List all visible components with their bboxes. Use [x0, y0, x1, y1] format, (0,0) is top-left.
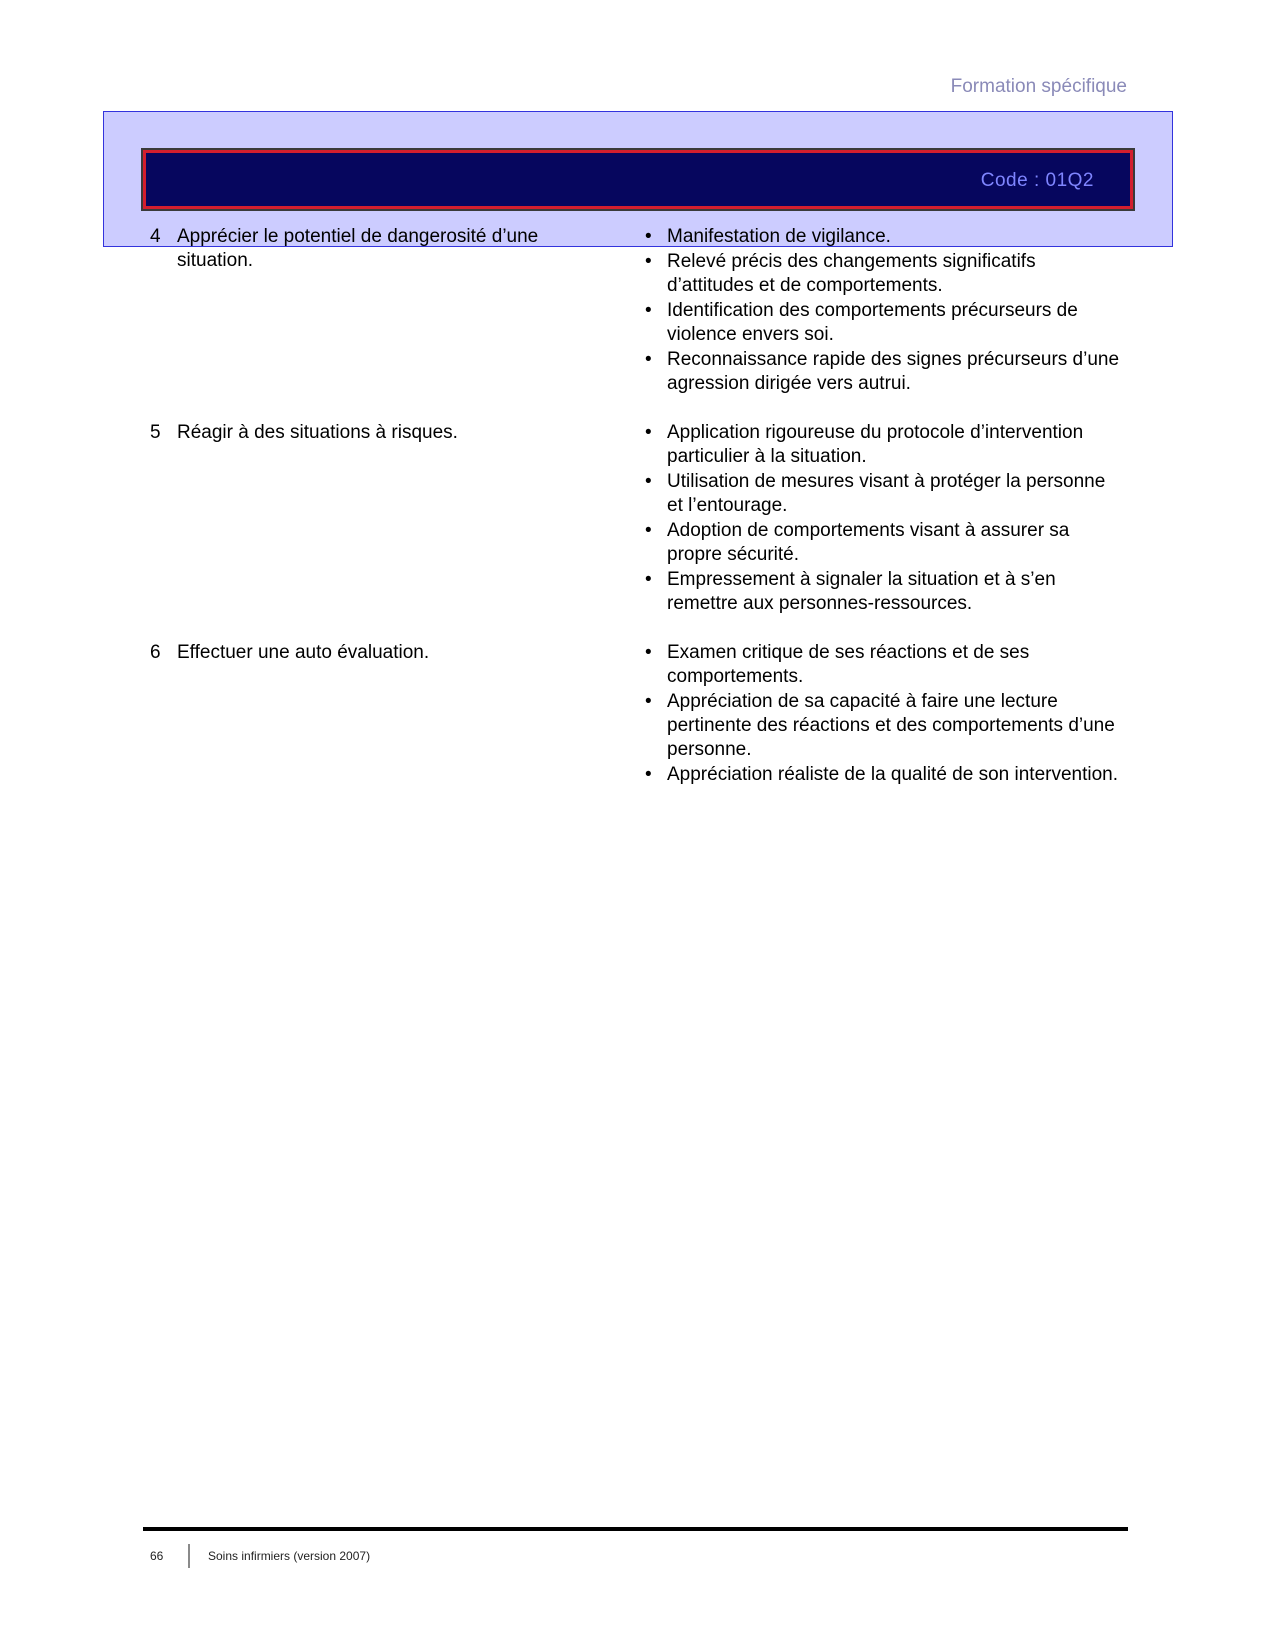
list-item	[645, 763, 1125, 787]
list-item	[645, 470, 1125, 518]
page-number: 66	[150, 1549, 164, 1563]
competency-table	[150, 225, 1130, 812]
criteria-cell	[645, 225, 1125, 397]
bullet-icon: •	[645, 300, 652, 321]
list-item	[645, 225, 1125, 249]
element-cell	[150, 421, 645, 617]
element-number: 6	[150, 642, 161, 663]
criteria-list	[645, 225, 1125, 396]
element-text: Effectuer une auto évaluation.	[177, 642, 430, 663]
bullet-icon: •	[645, 642, 652, 663]
criteria-cell	[645, 421, 1125, 617]
table-row	[150, 421, 1130, 617]
list-item	[645, 568, 1125, 616]
bullet-icon: •	[645, 569, 652, 590]
bullet-icon: •	[645, 349, 652, 370]
criterion-text: Empressement à signaler la situation et à s’en remettre aux personnes-ressources.	[667, 569, 1056, 614]
criterion-text: Appréciation de sa capacité à faire une lecture pertinente des réactions et des comportements d’une personne.	[667, 691, 1115, 760]
footer-rule	[143, 1527, 1128, 1531]
criterion-text: Identification des comportements précurseurs de violence envers soi.	[667, 300, 1078, 345]
element-text: Réagir à des situations à risques.	[177, 422, 458, 443]
table-row	[150, 225, 1130, 397]
criterion-text: Adoption de comportements visant à assurer sa propre sécurité.	[667, 520, 1070, 565]
course-code: Code : 01Q2	[980, 170, 1094, 191]
list-item	[645, 348, 1125, 396]
criterion-text: Utilisation de mesures visant à protéger la personne et l’entourage.	[667, 471, 1106, 516]
element-text: Apprécier le potentiel de dangerosité d’une situation.	[177, 226, 539, 271]
list-item	[645, 519, 1125, 567]
running-header: Formation spécifique	[950, 76, 1127, 97]
criterion-text: Manifestation de vigilance.	[667, 226, 891, 247]
bullet-icon: •	[645, 251, 652, 272]
list-item	[645, 250, 1125, 298]
criterion-text: Appréciation réaliste de la qualité de son intervention.	[667, 764, 1119, 785]
list-item	[645, 690, 1125, 762]
criterion-text: Relevé précis des changements significatifs d’attitudes et de comportements.	[667, 251, 1036, 296]
criteria-cell	[645, 641, 1125, 788]
element-cell	[150, 225, 645, 397]
bullet-icon: •	[645, 226, 652, 247]
document-title: Soins infirmiers (version 2007)	[208, 1549, 371, 1563]
list-item	[645, 641, 1125, 689]
bullet-icon: •	[645, 691, 652, 712]
page-footer	[150, 1544, 370, 1568]
criteria-list	[645, 641, 1125, 787]
bullet-icon: •	[645, 764, 652, 785]
bullet-icon: •	[645, 422, 652, 443]
element-number: 4	[150, 226, 161, 247]
bullet-icon: •	[645, 471, 652, 492]
bullet-icon: •	[645, 520, 652, 541]
code-bar	[143, 150, 1133, 209]
criterion-text: Reconnaissance rapide des signes précurseurs d’une agression dirigée vers autrui.	[667, 349, 1120, 394]
footer-separator	[188, 1544, 190, 1568]
criterion-text: Application rigoureuse du protocole d’intervention particulier à la situation.	[667, 422, 1084, 467]
list-item	[645, 421, 1125, 469]
criteria-list	[645, 421, 1125, 616]
criterion-text: Examen critique de ses réactions et de ses comportements.	[667, 642, 1030, 687]
table-row	[150, 641, 1130, 788]
list-item	[645, 299, 1125, 347]
element-cell	[150, 641, 645, 788]
element-number: 5	[150, 422, 161, 443]
